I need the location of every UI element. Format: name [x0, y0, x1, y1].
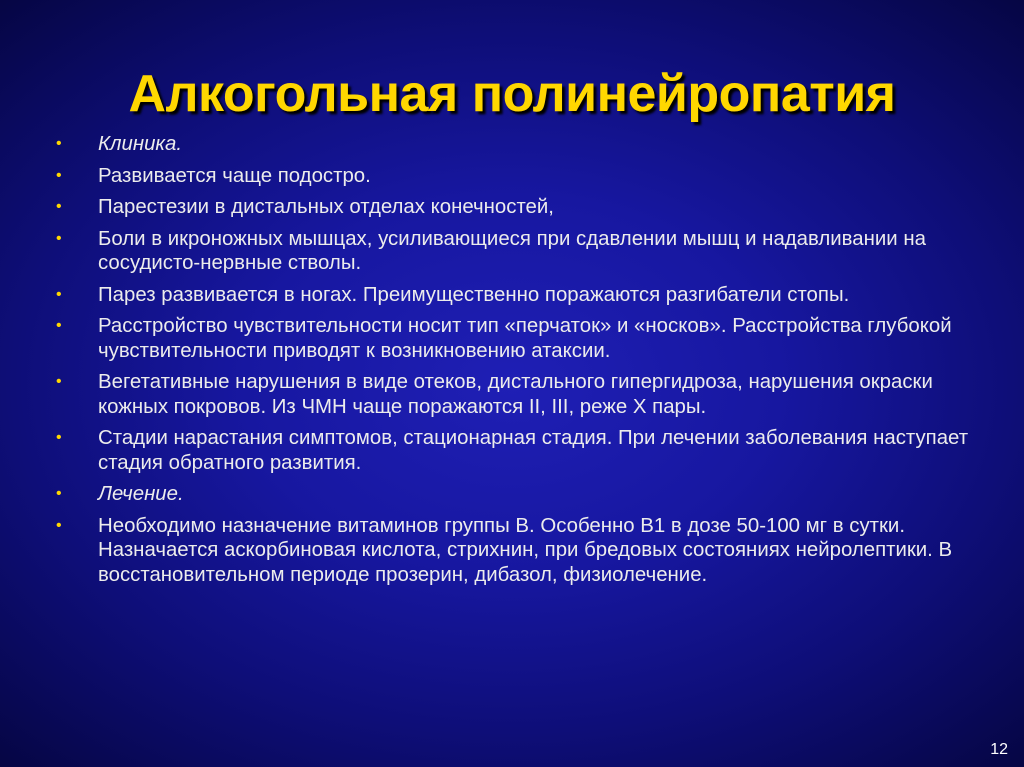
bullet-text: Вегетативные нарушения в виде отеков, дистального гипергидроза, нарушения окраски кожных покровов. Из ЧМН чаще поражаются II, III, реже Х пары. — [98, 371, 933, 418]
bullet-dot-icon: • — [56, 135, 62, 152]
bullet-item — [56, 514, 976, 588]
bullet-item — [56, 195, 976, 220]
bullet-text: Стадии нарастания симптомов, стационарная стадия. При лечении заболевания наступает стадия обратного развития. — [98, 427, 969, 474]
bullet-text: Расстройство чувствительности носит тип «перчаток» и «носков». Расстройства глубокой чувствительности приводят к возникновению атаксии. — [98, 315, 952, 362]
bullet-item — [56, 283, 976, 308]
bullet-item — [56, 314, 976, 363]
bullet-text: Боли в икроножных мышцах, усиливающиеся при сдавлении мышц и надавливании на сосудисто-нервные стволы. — [98, 227, 926, 274]
bullet-dot-icon: • — [56, 229, 62, 247]
bullet-text: Парестезии в дистальных отделах конечностей, — [98, 196, 554, 218]
bullet-text: Необходимо назначение витаминов группы В. Особенно В1 в дозе 50-100 мг в сутки. Назначается аскорбиновая кислота, стрихнин, при бредовых состояниях нейролептики. В восстановительном периоде прозерин, дибазол, физиолечение. — [98, 514, 953, 586]
bullet-item — [56, 227, 976, 276]
bullet-item — [56, 370, 976, 419]
bullet-dot-icon: • — [56, 198, 62, 215]
bullet-text: Развивается чаще подостро. — [98, 164, 371, 187]
bullet-dot-icon: • — [56, 373, 62, 390]
bullet-item — [56, 132, 976, 157]
bullet-text: Лечение. — [98, 483, 184, 505]
bullet-dot-icon: • — [56, 317, 62, 334]
bullet-dot-icon: • — [56, 166, 62, 184]
slide-title: Алкогольная полинейропатия — [128, 65, 896, 123]
bullet-item — [56, 482, 976, 507]
bullet-dot-icon: • — [56, 285, 62, 303]
bullet-list — [56, 132, 976, 594]
slide-number: 12 — [990, 741, 1008, 758]
bullet-text: Клиника. — [98, 133, 183, 155]
bullet-dot-icon: • — [56, 516, 62, 534]
bullet-item — [56, 164, 976, 189]
bullet-dot-icon: • — [56, 429, 62, 446]
bullet-dot-icon: • — [56, 485, 62, 502]
bullet-text: Парез развивается в ногах. Преимущественно поражаются разгибатели стопы. — [98, 283, 850, 306]
bullet-item — [56, 426, 976, 475]
